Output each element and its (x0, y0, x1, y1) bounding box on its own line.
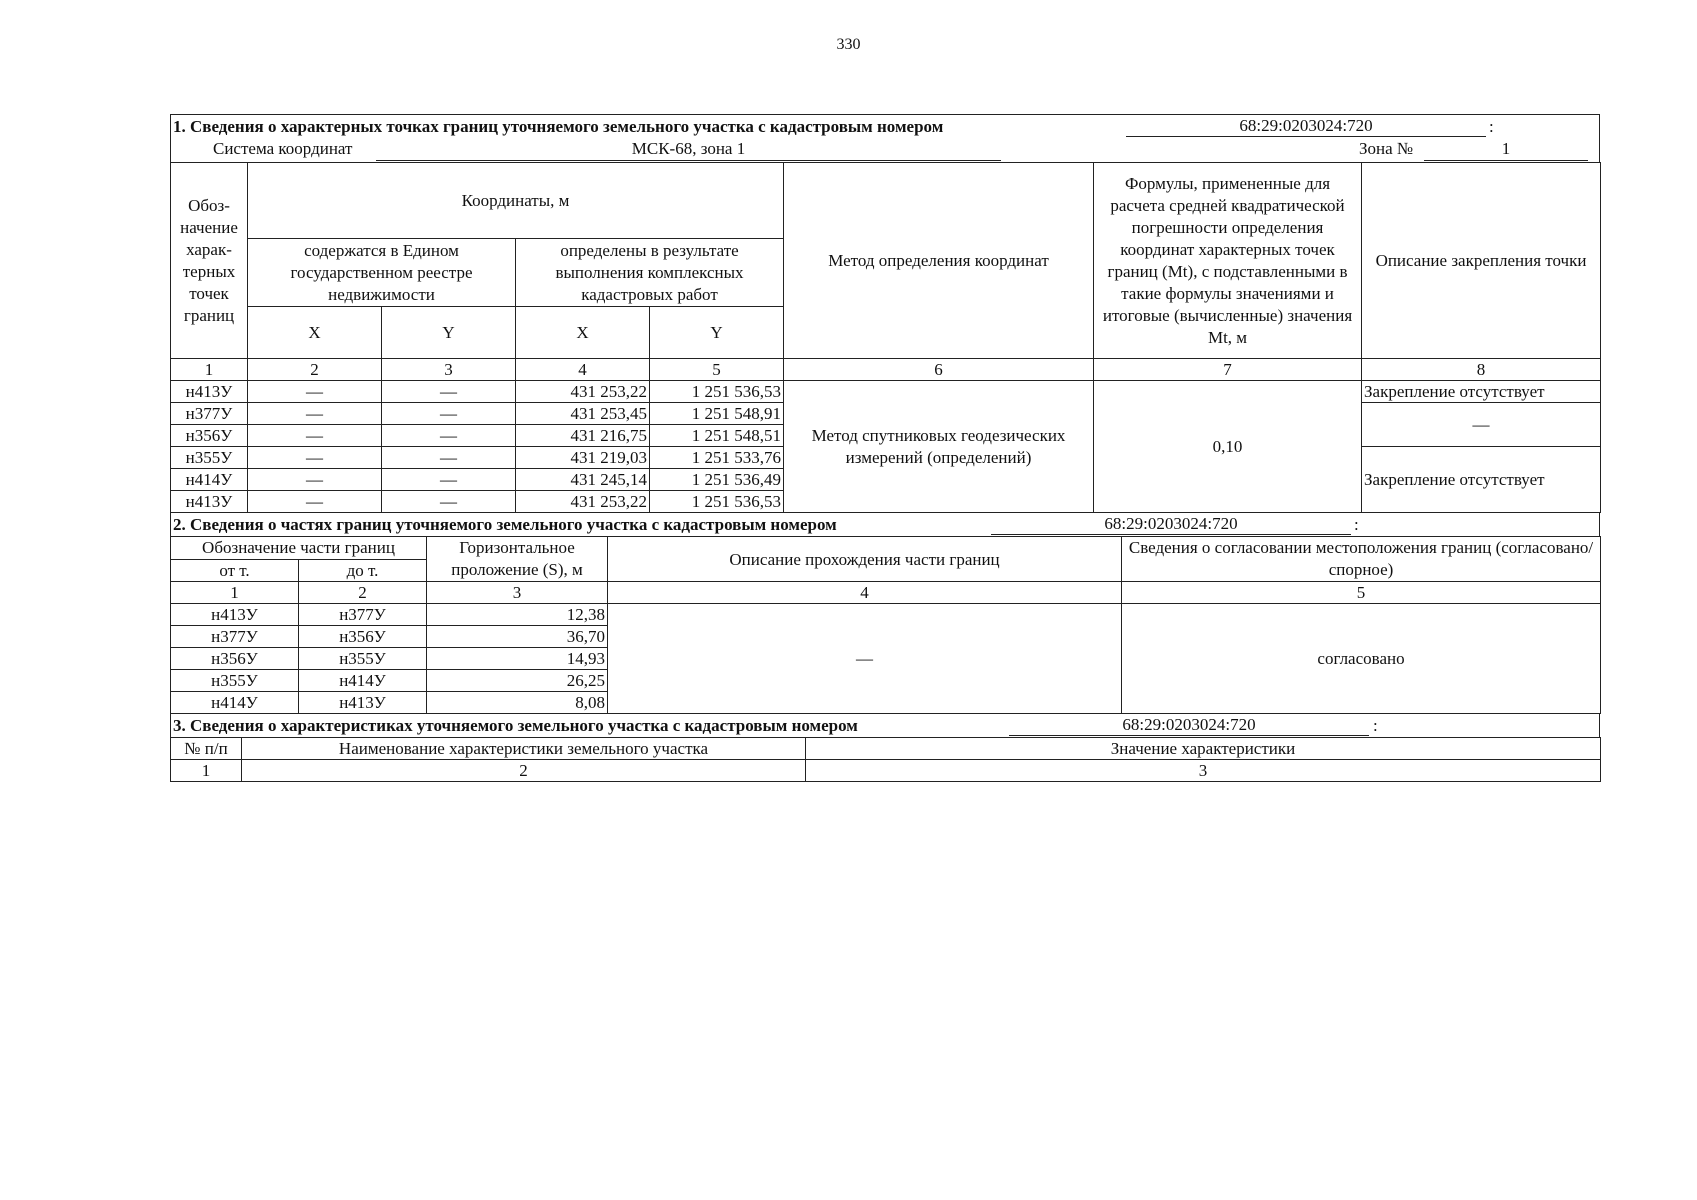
cadastral-document (170, 114, 1600, 782)
section3-title-text: 3. Сведения о характеристиках уточняемого земельного участка с кадастровым номером (173, 716, 858, 735)
x-coordinate: 431 219,03 (516, 447, 650, 469)
to-point: н414У (299, 670, 427, 692)
to-point: н413У (299, 692, 427, 714)
x-egrn: — (248, 381, 382, 403)
header-designation: Обоз-начение харак-терных точек границ (171, 163, 248, 359)
header-x-egrn: X (248, 307, 382, 359)
section3-cadastral-number: 68:29:0203024:720 (1009, 715, 1369, 736)
col-number: 4 (516, 359, 650, 381)
col-number: 1 (171, 582, 299, 604)
header-description: Описание прохождения части границ (608, 537, 1122, 582)
section3-colon: : (1373, 716, 1378, 735)
length-value: 14,93 (427, 648, 608, 670)
zone-label: Зона № (1359, 139, 1414, 158)
zone-value: 1 (1424, 138, 1588, 161)
x-coordinate: 431 216,75 (516, 425, 650, 447)
header-x: X (516, 307, 650, 359)
to-point: н356У (299, 626, 427, 648)
from-point: н414У (171, 692, 299, 714)
section1-cadastral-number: 68:29:0203024:720 (1126, 116, 1486, 137)
header-value: Значение характеристики (806, 738, 1601, 760)
point-id: н356У (171, 425, 248, 447)
length-value: 8,08 (427, 692, 608, 714)
x-egrn: — (248, 403, 382, 425)
col-number: 7 (1094, 359, 1362, 381)
length-value: 26,25 (427, 670, 608, 692)
mt-value: 0,10 (1094, 381, 1362, 513)
col-number: 5 (650, 359, 784, 381)
fixing-value: Закрепление отсутствует (1362, 447, 1601, 513)
point-id: н377У (171, 403, 248, 425)
col-number: 8 (1362, 359, 1601, 381)
col-number: 1 (171, 760, 242, 782)
to-point: н355У (299, 648, 427, 670)
x-egrn: — (248, 491, 382, 513)
x-coordinate: 431 253,22 (516, 381, 650, 403)
x-coordinate: 431 245,14 (516, 469, 650, 491)
header-name: Наименование характеристики земельного участка (242, 738, 806, 760)
header-coordinates: Координаты, м (248, 163, 784, 239)
section2-colon: : (1354, 515, 1359, 534)
fixing-value: — (1362, 403, 1601, 447)
y-coordinate: 1 251 536,49 (650, 469, 784, 491)
from-point: н413У (171, 604, 299, 626)
x-egrn: — (248, 447, 382, 469)
page-number: 330 (836, 36, 861, 53)
col-number: 3 (382, 359, 516, 381)
header-formulas: Формулы, примененные для расчета средней квадратической погрешности определения координат характерных точек границ (Mt), с подставленными в такие формулы значениями и итоговые (вычисленные) значения Mt, м (1094, 163, 1362, 359)
length-value: 12,38 (427, 604, 608, 626)
header-to: до т. (299, 559, 427, 582)
header-part: Обозначение части границ (171, 537, 427, 560)
section3-title (170, 714, 1600, 737)
section1-title (170, 114, 1600, 138)
section2-cadastral-number: 68:29:0203024:720 (991, 514, 1351, 535)
y-coordinate: 1 251 533,76 (650, 447, 784, 469)
header-cadastral-works: определены в результате выполнения комплексных кадастровых работ (516, 239, 784, 307)
points-table (170, 162, 1601, 513)
y-coordinate: 1 251 536,53 (650, 381, 784, 403)
header-num: № п/п (171, 738, 242, 760)
header-egrn: содержатся в Едином государственном реестре недвижимости (248, 239, 516, 307)
point-id: н414У (171, 469, 248, 491)
y-coordinate: 1 251 548,91 (650, 403, 784, 425)
x-coordinate: 431 253,22 (516, 491, 650, 513)
header-y: Y (650, 307, 784, 359)
section1-colon: : (1489, 117, 1494, 136)
coordinate-system-row (170, 138, 1600, 162)
table-row (171, 381, 1601, 403)
header-agreement: Сведения о согласовании местоположения границ (согласовано/спорное) (1122, 537, 1601, 582)
point-id: н413У (171, 381, 248, 403)
section2-title (170, 513, 1600, 536)
description-value: — (608, 604, 1122, 714)
y-egrn: — (382, 381, 516, 403)
col-number: 5 (1122, 582, 1601, 604)
col-number: 2 (242, 760, 806, 782)
from-point: н355У (171, 670, 299, 692)
characteristics-table (170, 737, 1601, 782)
x-egrn: — (248, 469, 382, 491)
method-value: Метод спутниковых геодезических измерений (определений) (784, 381, 1094, 513)
y-coordinate: 1 251 548,51 (650, 425, 784, 447)
col-number: 3 (806, 760, 1601, 782)
coord-system-label: Система координат (213, 139, 353, 158)
point-id: н413У (171, 491, 248, 513)
table-row (171, 604, 1601, 626)
from-point: н377У (171, 626, 299, 648)
x-coordinate: 431 253,45 (516, 403, 650, 425)
col-number: 3 (427, 582, 608, 604)
col-number: 4 (608, 582, 1122, 604)
to-point: н377У (299, 604, 427, 626)
y-egrn: — (382, 469, 516, 491)
from-point: н356У (171, 648, 299, 670)
fixing-value: Закрепление отсутствует (1362, 381, 1601, 403)
col-number: 1 (171, 359, 248, 381)
x-egrn: — (248, 425, 382, 447)
y-coordinate: 1 251 536,53 (650, 491, 784, 513)
col-number: 2 (299, 582, 427, 604)
point-id: н355У (171, 447, 248, 469)
header-fixing: Описание закрепления точки (1362, 163, 1601, 359)
header-method: Метод определения координат (784, 163, 1094, 359)
y-egrn: — (382, 425, 516, 447)
header-length: Горизонтальное проложение (S), м (427, 537, 608, 582)
boundary-parts-table (170, 536, 1601, 714)
header-from: от т. (171, 559, 299, 582)
col-number: 2 (248, 359, 382, 381)
section1-title-text: 1. Сведения о характерных точках границ уточняемого земельного участка с кадастровым номером (173, 117, 944, 136)
header-y-egrn: Y (382, 307, 516, 359)
agreement-value: согласовано (1122, 604, 1601, 714)
col-number: 6 (784, 359, 1094, 381)
coord-system-value: МСК-68, зона 1 (376, 138, 1001, 161)
section2-title-text: 2. Сведения о частях границ уточняемого земельного участка с кадастровым номером (173, 515, 837, 534)
length-value: 36,70 (427, 626, 608, 648)
y-egrn: — (382, 491, 516, 513)
y-egrn: — (382, 403, 516, 425)
y-egrn: — (382, 447, 516, 469)
